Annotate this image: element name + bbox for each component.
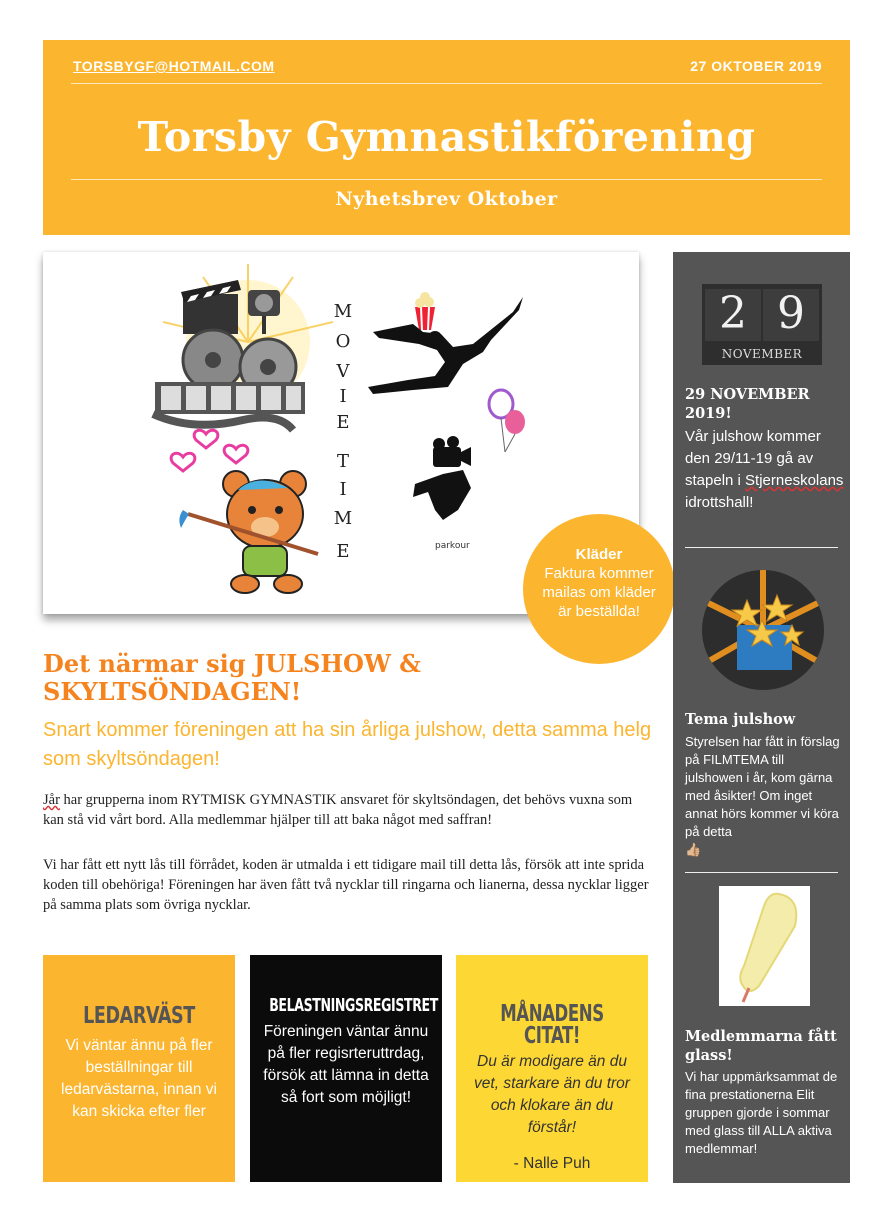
sidebar-item-3-text: Vi har uppmärksammat de fina prestationerna Elit gruppen gjorde i sommar med glass till ALLA aktiva medlemmar! <box>685 1069 838 1156</box>
monthly-quote-box <box>456 955 648 1182</box>
newsletter-header <box>43 40 850 235</box>
header-divider-top <box>71 83 822 84</box>
gymnast-silhouette-icon <box>368 297 523 394</box>
article-headline: Det närmar sig JULSHOW & SKYLTSÖNDAGEN! <box>43 649 421 706</box>
clothing-badge-title: Kläder <box>575 546 623 563</box>
svg-text:I: I <box>339 386 347 407</box>
parkour-camera-icon <box>413 436 471 551</box>
header-divider-bottom <box>71 179 822 180</box>
misspelled-word: Jår <box>43 792 60 808</box>
film-strip-icon <box>153 382 305 430</box>
stars-icon <box>702 570 824 690</box>
svg-text:T: T <box>336 451 350 472</box>
paragraph-1-text: har grupperna inom RYTMISK GYMNASTIK ansvaret för skyltsöndagen, det behövs vuxna som kan stå vid vårt bord. Alla medlemmar hjälper till att baka något med saffran! <box>43 792 633 828</box>
article-paragraph-1 <box>43 790 655 830</box>
sidebar-item-2-text: Styrelsen har fått in förslag på FILMTEMA till julshowen i år, kom gärna med åsikter! Om inget annat hörs kommer vi köra på detta 👍🏼 <box>685 734 840 857</box>
article-paragraph-2: Vi har fått ett nytt lås till förrådet, koden är utmalda i ett tidigare mail till detta lås, försök att inte sprida koden till obehöriga! Föreningen har även fått två nycklar till ringarna och lianerna, dessa nycklar ligger på samma plats som övriga nycklar. <box>43 857 649 913</box>
ice-cream-image <box>719 886 810 1006</box>
belastningsregistret-text: Föreningen väntar ännu på fler regisrteruttrdag, försök att lämna in detta så fort som möjligt! <box>263 1023 429 1106</box>
contact-email-link[interactable]: TORSBYGF@HOTMAIL.COM <box>73 58 275 74</box>
sidebar-item-1-title: 29 NOVEMBER 2019! <box>685 386 810 422</box>
sidebar <box>673 252 850 1183</box>
calendar-digit-1: 2 <box>705 289 761 341</box>
issue-date: 27 OKTOBER 2019 <box>690 58 822 74</box>
popcorn-icon <box>415 292 435 330</box>
newsletter-subtitle: Nyhetsbrev Oktober <box>335 188 558 210</box>
monthly-quote-title: MÅNADENS CITAT! <box>500 1001 604 1049</box>
balloons-icon <box>489 390 525 452</box>
svg-text:O: O <box>335 331 351 352</box>
monthly-quote-text: Du är modigare än du vet, starkare än du tror och klokare än du förstår! <box>474 1053 630 1136</box>
ice-cream-icon <box>719 886 810 1006</box>
ledarvast-box <box>43 955 235 1182</box>
calendar-image <box>702 284 822 365</box>
article-subheading: Snart kommer föreningen att ha sin årliga julshow, detta samma helg som skyltsöndagen! <box>43 719 652 770</box>
stars-film-image <box>702 570 824 690</box>
svg-text:E: E <box>336 541 350 562</box>
sidebar-divider-1 <box>685 547 838 548</box>
hearts-icon <box>171 430 248 471</box>
belastningsregistret-title: BELASTNINGSREGISTRET <box>269 996 438 1016</box>
sidebar-divider-2 <box>685 872 838 873</box>
ledarvast-text: Vi väntar ännu på fler beställningar till ledarvästarna, innan vi kan skicka efter fler <box>61 1037 217 1120</box>
ledarvast-title: LEDARVÄST <box>83 1003 195 1029</box>
sidebar-item-3-title: Medlemmarna fått glass! <box>685 1028 837 1064</box>
svg-text:I: I <box>339 479 347 500</box>
svg-text:M: M <box>333 508 353 529</box>
svg-text:E: E <box>336 412 350 433</box>
svg-text:V: V <box>336 361 350 382</box>
svg-text:M: M <box>333 301 353 322</box>
sidebar-item-1-text: Vår julshow kommer den 29/11-19 gå av stapeln i Stjerneskolans idrottshall! <box>685 428 844 511</box>
clothing-badge-text: Faktura kommer mailas om kläder är beställda! <box>542 565 656 620</box>
quote-author: - Nalle Puh <box>513 1155 591 1172</box>
svg-text:parkour: parkour <box>435 541 470 551</box>
clapperboard-icon <box>181 280 241 334</box>
newsletter-title: Torsby Gymnastikförening <box>137 113 756 161</box>
teddy-bear-painter-icon <box>179 471 318 593</box>
clothing-badge <box>523 514 675 664</box>
sidebar-item-2-title: Tema julshow <box>685 711 796 728</box>
thumbs-up-icon: 👍🏼 <box>685 842 702 857</box>
calendar-month: NOVEMBER <box>721 347 803 361</box>
movie-time-lettering <box>334 301 352 562</box>
calendar-digit-2: 9 <box>763 289 819 341</box>
belastningsregistret-box <box>250 955 442 1182</box>
